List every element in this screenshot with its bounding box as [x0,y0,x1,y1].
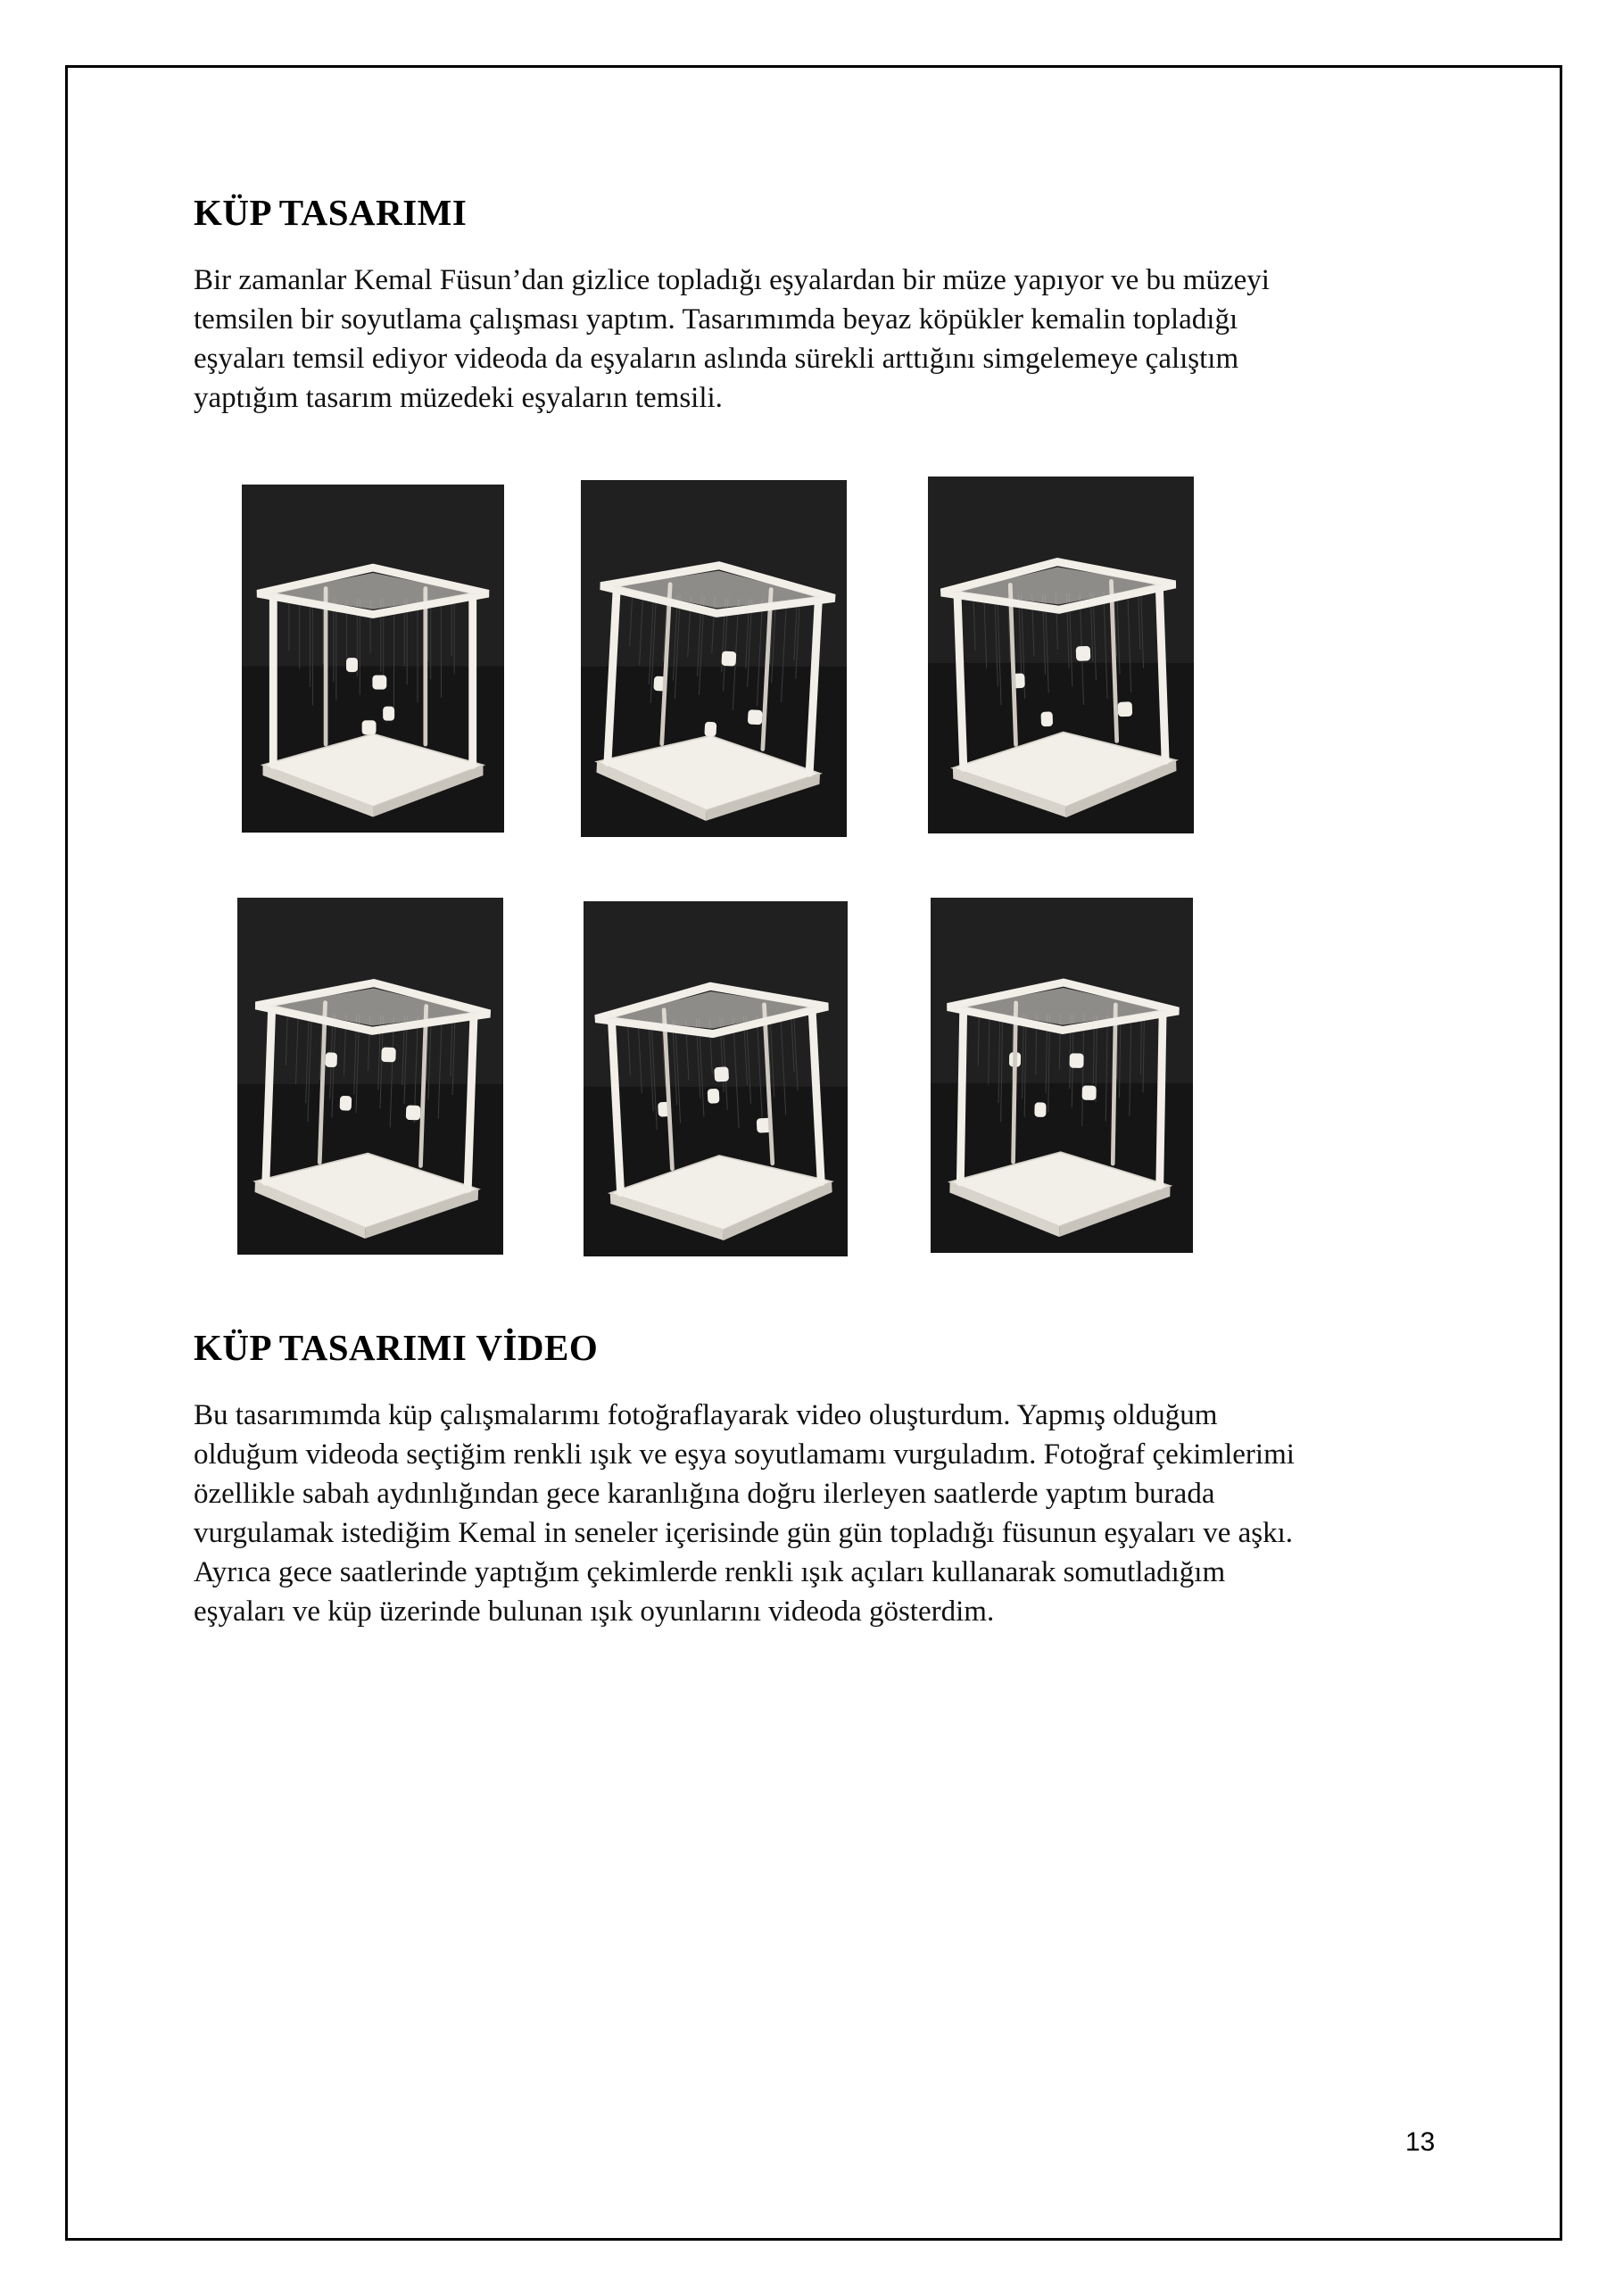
paragraph-line: eşyaları ve küp üzerinde bulunan ışık oyunlarını videoda gösterdim. [194,1596,995,1628]
cube-photo-5 [584,901,848,1256]
cube-photo-3 [928,477,1194,833]
cube-photo-2 [581,480,847,837]
paragraph-line: olduğum videoda seçtiğim renkli ışık ve eşya soyutlamamı vurguladım. Fotoğraf çekimlerimi [194,1438,1295,1471]
section-heading-kup-tasarimi: KÜP TASARIMI [194,192,468,233]
cube-photo-4 [237,898,503,1255]
cube-photo-1 [242,485,504,833]
section-heading-kup-tasarimi-video: KÜP TASARIMI VİDEO [194,1327,599,1368]
paragraph-line: Ayrıca gece saatlerinde yaptığım çekimlerde renkli ışık açıları kullanarak somutladığım [194,1556,1226,1588]
section-paragraph-2 [194,1396,1461,1631]
cube-sculpture-graphic [581,480,847,837]
paragraph-line: temsilen bir soyutlama çalışması yaptım. Tasarımımda beyaz köpükler kemalin topladığı [194,303,1238,336]
cube-sculpture-graphic [237,898,503,1255]
cube-sculpture-graphic [584,901,848,1256]
section-paragraph-1 [194,261,1461,418]
paragraph-line: Bu tasarımımda küp çalışmalarımı fotoğraflayarak video oluşturdum. Yapmış olduğum [194,1399,1218,1431]
paragraph-line: eşyaları temsil ediyor videoda da eşyaların aslında sürekli arttığını simgelemeye çalıştım [194,343,1239,375]
paragraph-line: Bir zamanlar Kemal Füsun’dan gizlice topladığı eşyalardan bir müze yapıyor ve bu müzeyi [194,264,1270,296]
page-number: 13 [1405,2127,1436,2157]
paragraph-line: özellikle sabah aydınlığından gece karanlığına doğru ilerleyen saatlerde yaptım burada [194,1478,1215,1510]
paragraph-line: vurgulamak istediğim Kemal in seneler içerisinde gün gün topladığı füsunun eşyaları ve aşkı. [194,1517,1294,1549]
cube-photo-6 [931,898,1193,1253]
paragraph-line: yaptığım tasarım müzedeki eşyaların temsili. [194,382,723,414]
cube-sculpture-graphic [928,477,1194,833]
cube-sculpture-graphic [931,898,1193,1253]
cube-sculpture-graphic [242,485,504,833]
